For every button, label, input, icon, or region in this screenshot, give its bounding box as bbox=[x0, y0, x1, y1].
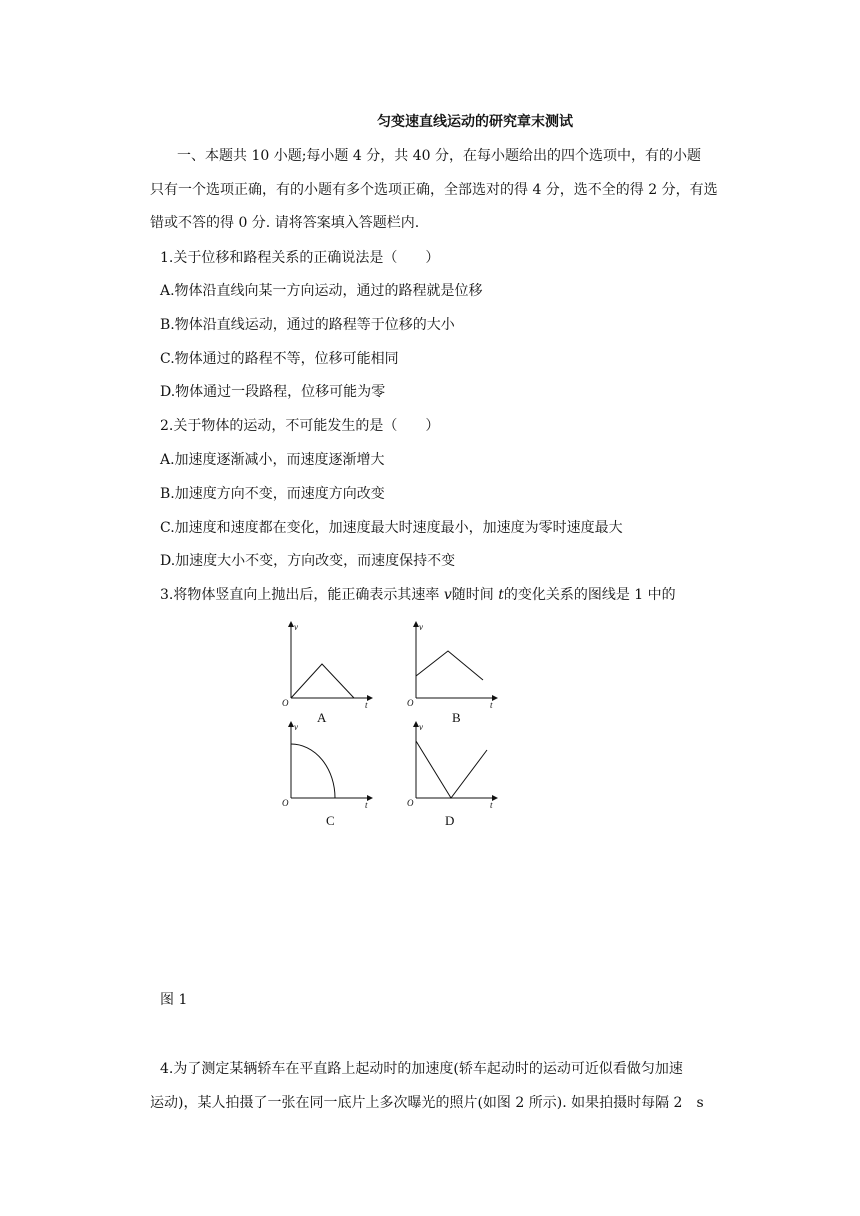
graph-b-origin: O bbox=[407, 698, 414, 708]
figure-1-caption: 图 1 bbox=[160, 992, 188, 1008]
speed-symbol: v bbox=[443, 587, 452, 603]
graph-a bbox=[291, 624, 370, 698]
q1-option-a: A.物体沿直线向某一方向运动，通过的路程就是位移 bbox=[160, 283, 483, 299]
graph-b-v-label: v bbox=[419, 622, 423, 632]
graph-c-label: C bbox=[326, 813, 335, 828]
graph-d-label: D bbox=[445, 813, 455, 828]
graph-b-label: B bbox=[452, 710, 461, 725]
q2-stem: 2.关于物体的运动，不可能发生的是（ ） bbox=[160, 418, 440, 434]
graph-a-curve bbox=[291, 664, 354, 698]
q2-option-c: C.加速度和速度都在变化，加速度最大时速度最小，加速度为零时速度最大 bbox=[160, 520, 623, 536]
q2-option-a: A.加速度逐渐减小，而速度逐渐增大 bbox=[160, 452, 385, 468]
intro-line-2: 只有一个选项正确，有的小题有多个选项正确，全部选对的得 4 分，选不全的得 2 分，有选 bbox=[150, 182, 718, 198]
intro-line-3: 错或不答的得 0 分. 请将答案填入答题栏内. bbox=[150, 215, 420, 231]
time-symbol: t bbox=[498, 587, 504, 603]
graph-d-v-label: v bbox=[419, 722, 423, 732]
graph-c-t-label: t bbox=[365, 800, 368, 810]
graph-c-origin: O bbox=[282, 798, 289, 808]
graph-b-curve bbox=[416, 651, 483, 680]
graph-a-label: A bbox=[317, 710, 327, 725]
q4-line-1: 4.为了测定某辆轿车在平直路上起动时的加速度(轿车起动时的运动可近似看做匀加速 bbox=[160, 1061, 683, 1077]
graph-a-v-label: v bbox=[294, 622, 298, 632]
graph-d-curve bbox=[416, 741, 487, 798]
q4-line-2: 运动)，某人拍摄了一张在同一底片上多次曝光的照片(如图 2 所示). 如果拍摄时每隔 2 s bbox=[150, 1095, 704, 1111]
graph-a-origin: O bbox=[282, 698, 289, 708]
q3-stem-part-3: 的变化关系的图线是 1 中的 bbox=[503, 587, 676, 603]
graph-c-curve bbox=[291, 744, 335, 798]
graph-c-v-label: v bbox=[294, 722, 298, 732]
q3-stem bbox=[160, 585, 676, 605]
figure-1-graphs bbox=[278, 618, 508, 833]
q3-stem-part-2: 随时间 bbox=[451, 587, 499, 603]
graph-d-t-label: t bbox=[490, 800, 493, 810]
q3-stem-part-1: 3.将物体竖直向上抛出后，能正确表示其速率 bbox=[160, 587, 444, 603]
intro-line-1: 一、本题共 10 小题;每小题 4 分，共 40 分，在每小题给出的四个选项中，有的小题 bbox=[177, 148, 701, 164]
q1-option-c: C.物体通过的路程不等，位移可能相同 bbox=[160, 351, 399, 367]
graph-a-t-label: t bbox=[365, 700, 368, 710]
graph-d-origin: O bbox=[407, 798, 414, 808]
figure-1 bbox=[278, 618, 508, 833]
page-title: 匀变速直线运动的研究章末测试 bbox=[377, 114, 573, 130]
q1-option-d: D.物体通过一段路程，位移可能为零 bbox=[160, 384, 386, 400]
graph-c bbox=[291, 724, 370, 798]
graph-b bbox=[416, 624, 495, 698]
graph-b-t-label: t bbox=[490, 700, 493, 710]
q2-option-b: B.加速度方向不变，而速度方向改变 bbox=[160, 486, 385, 502]
q2-option-d: D.加速度大小不变，方向改变，而速度保持不变 bbox=[160, 553, 456, 569]
graph-d bbox=[416, 724, 495, 798]
q1-stem: 1.关于位移和路程关系的正确说法是（ ） bbox=[160, 250, 440, 266]
q1-option-b: B.物体沿直线运动，通过的路程等于位移的大小 bbox=[160, 317, 455, 333]
